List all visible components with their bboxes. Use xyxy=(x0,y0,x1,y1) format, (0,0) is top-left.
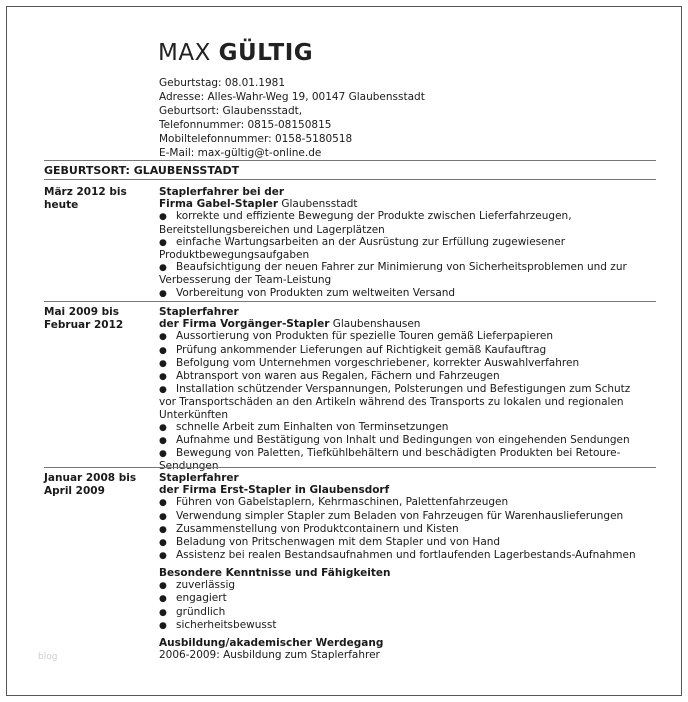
list-item: ●sicherheitsbewusst xyxy=(159,619,649,632)
birthday-line: Geburtstag: 08.01.1981 xyxy=(159,77,286,89)
section-title: GEBURTSORT: GLAUBENSSTADT xyxy=(44,164,240,177)
watermark: blog xyxy=(38,652,58,662)
bullet-icon xyxy=(159,447,176,460)
job-title: Staplerfahrer bei der xyxy=(159,186,285,198)
job-company xyxy=(159,484,649,496)
contact-details xyxy=(159,76,425,160)
list-item: ●Aussortierung von Produkten für spezielle Touren gemäß Lieferpapieren xyxy=(159,330,649,343)
duty-list xyxy=(159,330,649,472)
bullet-icon xyxy=(159,579,176,592)
list-item: ●Befolgung vom Unternehmen vorgeschriebener, korrekter Auswahlverfahren xyxy=(159,357,649,370)
list-item: ●engagiert xyxy=(159,592,649,605)
skills-list xyxy=(159,579,649,632)
bullet-icon xyxy=(159,523,176,536)
job-company xyxy=(159,318,649,330)
job-date: Mai 2009 bis Februar 2012 xyxy=(44,306,124,331)
company-location: Glaubenshausen xyxy=(329,318,421,331)
list-item: ●Führen von Gabelstaplern, Kehrmaschinen, Palettenfahrzeugen xyxy=(159,496,649,509)
bullet-icon xyxy=(159,592,176,605)
job-entry xyxy=(159,472,649,562)
candidate-name xyxy=(158,40,313,66)
list-item: ●Prüfung ankommender Lieferungen auf Richtigkeit gemäß Kaufauftrag xyxy=(159,344,649,357)
list-item: ●Aufnahme und Bestätigung von Inhalt und Bedingungen von eingehenden Sendungen xyxy=(159,434,649,447)
company-name: der Firma Erst-Stapler in Glaubensdorf xyxy=(159,484,390,497)
list-item: ●Verwendung simpler Stapler zum Beladen von Fahrzeugen für Warenhauslieferungen xyxy=(159,510,649,523)
education-title: Ausbildung/akademischer Werdegang xyxy=(159,637,384,649)
list-item: ●gründlich xyxy=(159,606,649,619)
bullet-icon xyxy=(159,421,176,434)
bullet-icon xyxy=(159,510,176,523)
job-date: März 2012 bis heute xyxy=(44,186,127,211)
bullet-icon xyxy=(159,606,176,619)
list-item: ●Beladung von Pritschenwagen mit dem Stapler und von Hand xyxy=(159,536,649,549)
bullet-icon xyxy=(159,496,176,509)
list-item: ●zuverlässig xyxy=(159,579,649,592)
address-line: Adresse: Alles-Wahr-Weg 19, 00147 Glaubensstadt xyxy=(159,91,425,103)
company-name: der Firma Vorgänger-Stapler xyxy=(159,318,330,331)
bullet-icon xyxy=(159,236,176,249)
list-item: ●Abtransport von waren aus Regalen, Fächern und Fahrzeugen xyxy=(159,370,649,383)
job-company xyxy=(159,198,649,210)
list-item: ●Installation schützender Verspannungen, Polsterungen und Befestigungen zum Schutz vor Transportschäden an den Artikeln während des Transports zu lokalen und regionalen Unterkünften xyxy=(159,383,649,421)
skills-section xyxy=(159,567,649,632)
bullet-icon xyxy=(159,210,176,223)
skills-title: Besondere Kenntnisse und Fähigkeiten xyxy=(159,567,391,579)
list-item: ●Assistenz bei realen Bestandsaufnahmen und fortlaufenden Lagerbestands-Aufnahmen xyxy=(159,549,649,562)
bullet-icon xyxy=(159,549,176,562)
list-item: ●Beaufsichtigung der neuen Fahrer zur Minimierung von Sicherheitsproblemen und zur Verbesserung der Team-Leistung xyxy=(159,261,649,286)
job-date: Januar 2008 bis April 2009 xyxy=(44,472,137,497)
bullet-icon xyxy=(159,370,176,383)
duty-list xyxy=(159,496,649,562)
bullet-icon xyxy=(159,536,176,549)
job-title: Staplerfahrer xyxy=(159,306,239,318)
bullet-icon xyxy=(159,330,176,343)
mobile-line: Mobiltelefonnummer: 0158-5180518 xyxy=(159,133,353,145)
company-location: Glaubensstadt xyxy=(278,198,358,211)
phone-line: Telefonnummer: 0815-08150815 xyxy=(159,119,332,131)
job-title: Staplerfahrer xyxy=(159,472,239,484)
job-divider xyxy=(44,467,656,468)
education-section xyxy=(159,637,649,661)
duty-list xyxy=(159,210,649,299)
list-item: ●Zusammenstellung von Produktcontainern und Kisten xyxy=(159,523,649,536)
bullet-icon xyxy=(159,287,176,300)
first-name: MAX xyxy=(158,40,211,66)
bullet-icon xyxy=(159,261,176,274)
bullet-icon xyxy=(159,619,176,632)
section-divider-top xyxy=(44,160,656,161)
last-name: GÜLTIG xyxy=(218,40,314,66)
birthplace-line: Geburtsort: Glaubensstadt, xyxy=(159,105,303,117)
bullet-icon xyxy=(159,383,176,396)
bullet-icon xyxy=(159,434,176,447)
education-line: 2006-2009: Ausbildung zum Staplerfahrer xyxy=(159,649,380,662)
bullet-icon xyxy=(159,344,176,357)
email-line: E-Mail: max-gültig@t-online.de xyxy=(159,147,322,159)
list-item: ●Bewegung von Paletten, Tiefkühlbehältern und beschädigten Produkten bei Retoure-Sendungen xyxy=(159,447,649,472)
list-item: ●Vorbereitung von Produkten zum weltweiten Versand xyxy=(159,287,649,300)
bullet-icon xyxy=(159,357,176,370)
job-entry xyxy=(159,306,649,473)
list-item: ●einfache Wartungsarbeiten an der Ausrüstung zur Erfüllung zugewiesener Produktbewegungsaufgaben xyxy=(159,236,649,261)
job-divider xyxy=(44,301,656,302)
list-item: ●korrekte und effiziente Bewegung der Produkte zwischen Lieferfahrzeugen, Bereitstellungsbereichen und Lagerplätzen xyxy=(159,210,649,235)
list-item: ●schnelle Arbeit zum Einhalten von Terminsetzungen xyxy=(159,421,649,434)
section-divider-bottom xyxy=(44,179,656,180)
job-entry xyxy=(159,186,649,300)
company-name: Firma Gabel-Stapler xyxy=(159,198,279,211)
